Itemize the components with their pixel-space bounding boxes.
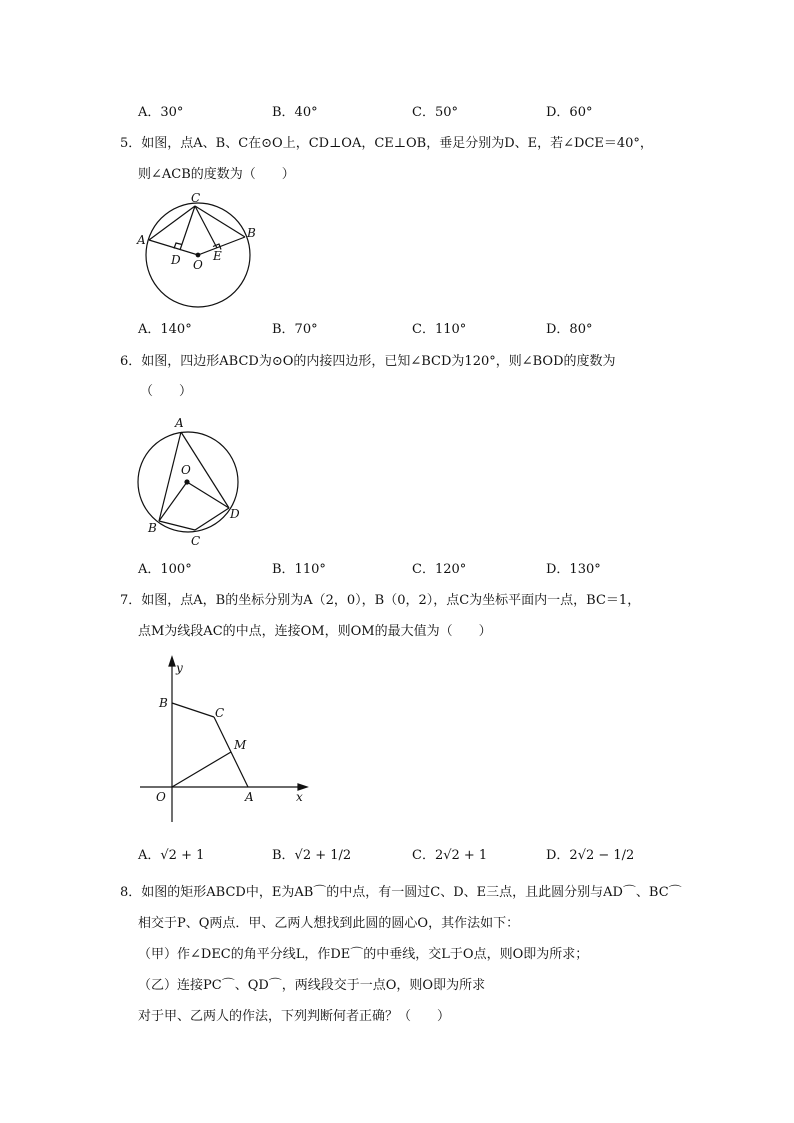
q5-figure bbox=[135, 190, 265, 335]
q5-stem-line-1: 5．如图，点A、B、C在⊙O上，CD⊥OA，CE⊥OB，垂足分别为D、E，若∠DCE＝40°， bbox=[120, 136, 653, 151]
q6-stem-line-2: （ ） bbox=[140, 384, 193, 399]
q7-option-d: D．2√2 − 1/2 bbox=[546, 848, 635, 863]
q6-label-a: A bbox=[175, 416, 184, 430]
q6-segment-ab bbox=[159, 432, 181, 521]
q7-figure bbox=[135, 655, 315, 825]
q8-method-b: （乙）连接PC⌒、QD⌒，两线段交于一点O，则O即为所求 bbox=[138, 978, 486, 993]
q6-segment-cd bbox=[195, 508, 229, 530]
q7-segment-om bbox=[172, 752, 231, 787]
q8-stem-line-1: 8．如图的矩形ABCD中，E为AB⌒的中点，有一圆过C、D、E三点，且此圆分别与AD⌒、BC⌒ bbox=[120, 885, 682, 900]
q5-center-dot bbox=[196, 253, 200, 257]
q7-stem-line-1: 7．如图，点A，B的坐标分别为A（2，0），B（0，2），点C为坐标平面内一点，BC＝1， bbox=[120, 593, 641, 608]
q4-option-d: D．60° bbox=[546, 105, 593, 120]
q6-label-d: D bbox=[230, 507, 240, 521]
q6-label-c: C bbox=[191, 534, 201, 548]
q6-option-b: B．110° bbox=[272, 562, 326, 577]
q7-option-c: C．2√2 + 1 bbox=[412, 848, 488, 863]
q4-option-a: A．30° bbox=[138, 105, 184, 120]
q5-label-c: C bbox=[191, 191, 201, 205]
q5-option-c: C．110° bbox=[412, 322, 467, 337]
q5-segment-cd bbox=[180, 206, 195, 250]
q5-label-d: D bbox=[171, 253, 181, 267]
q6-option-d: D．130° bbox=[546, 562, 601, 577]
q5-option-b: B．70° bbox=[272, 322, 318, 337]
q6-figure bbox=[135, 413, 255, 548]
q5-option-d: D．80° bbox=[546, 322, 593, 337]
q6-label-b: B bbox=[148, 521, 157, 535]
q5-label-b: B bbox=[247, 226, 256, 240]
q5-option-a: A．140° bbox=[138, 322, 192, 337]
q6-segment-od bbox=[187, 482, 229, 508]
q7-label-m: M bbox=[234, 738, 247, 752]
q7-label-y: y bbox=[176, 661, 183, 675]
q6-label-o: O bbox=[181, 463, 191, 477]
q7-label-b: B bbox=[159, 696, 168, 710]
q7-label-a: A bbox=[245, 790, 254, 804]
q6-segment-ob bbox=[159, 482, 187, 521]
q7-segment-bc bbox=[172, 703, 214, 717]
q5-segment-ca bbox=[149, 206, 195, 240]
q6-option-a: A．100° bbox=[138, 562, 192, 577]
q6-option-c: C．120° bbox=[412, 562, 467, 577]
q7-label-o: O bbox=[156, 790, 166, 804]
q7-stem-line-2: 点M为线段AC的中点，连接OM，则OM的最大值为（ ） bbox=[138, 624, 492, 639]
q7-y-arrow bbox=[169, 657, 175, 666]
q6-stem-line-1: 6．如图，四边形ABCD为⊙O的内接四边形，已知∠BCD为120°，则∠BOD的度数为 bbox=[120, 354, 616, 369]
q5-label-o: O bbox=[193, 258, 203, 272]
q7-label-x: x bbox=[296, 790, 303, 804]
q7-option-b: B．√2 + 1/2 bbox=[272, 848, 352, 863]
q5-label-a: A bbox=[137, 233, 146, 247]
q7-option-a: A．√2 + 1 bbox=[138, 848, 205, 863]
q4-option-c: C．50° bbox=[412, 105, 458, 120]
q5-stem-line-2: 则∠ACB的度数为（ ） bbox=[138, 167, 295, 182]
q4-option-b: B．40° bbox=[272, 105, 318, 120]
q8-method-a: （甲）作∠DEC的角平分线L，作DE⌒的中垂线，交L于O点，则O即为所求； bbox=[138, 947, 589, 962]
q8-question: 对于甲、乙两人的作法，下列判断何者正确？（ ） bbox=[138, 1009, 451, 1024]
q8-stem-line-2: 相交于P、Q两点．甲、乙两人想找到此圆的圆心O，其作法如下： bbox=[138, 916, 520, 931]
q5-label-e: E bbox=[213, 249, 222, 263]
q7-label-c: C bbox=[215, 706, 225, 720]
q6-center-dot bbox=[185, 480, 189, 484]
